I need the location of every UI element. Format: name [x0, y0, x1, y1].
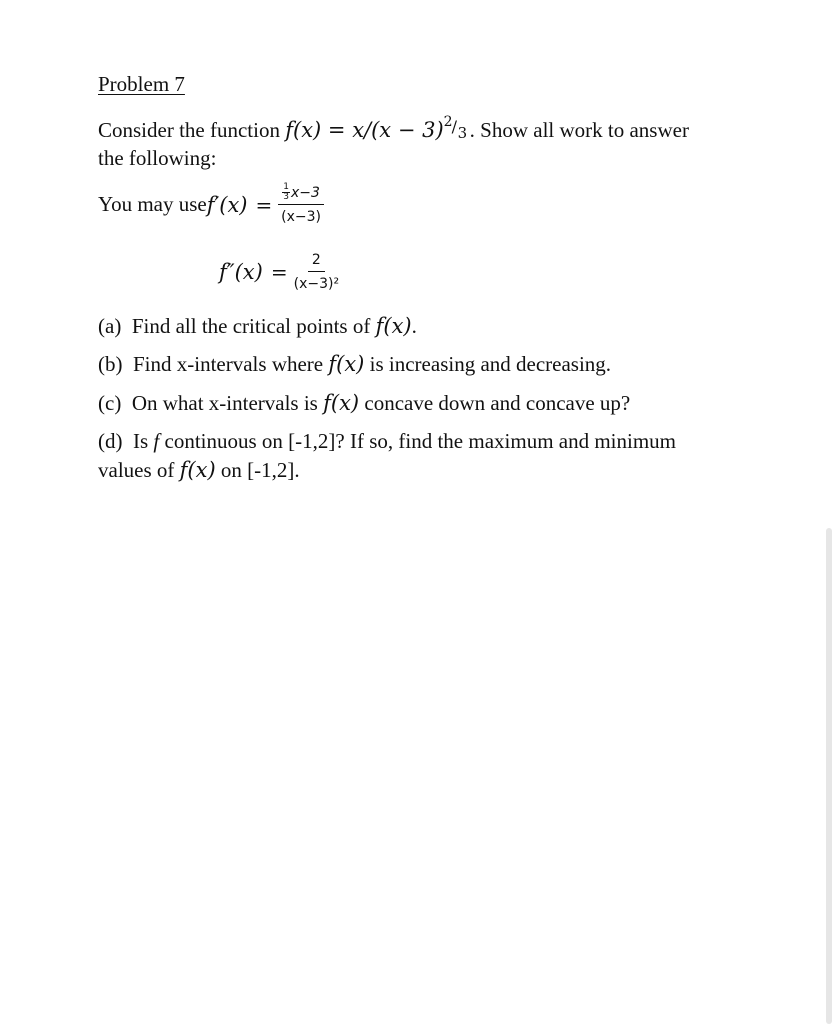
part-c-end: concave down and concave up?	[359, 391, 631, 415]
part-c-text: On what x-intervals is	[131, 391, 324, 415]
first-derivative-equals: =	[255, 192, 273, 217]
part-d-line-1	[98, 427, 676, 455]
second-derivative-numerator: 2	[308, 251, 325, 272]
second-derivative-equals: =	[270, 260, 288, 284]
first-derivative-row	[98, 183, 324, 226]
part-a-end: .	[411, 314, 417, 338]
part-d-text-1: Is	[133, 429, 154, 453]
one-third-top: 1	[283, 182, 289, 192]
part-d-f: f	[153, 429, 160, 453]
part-a	[98, 312, 417, 340]
intro-expression: x/(x − 3)	[352, 118, 444, 142]
part-b	[98, 350, 611, 378]
second-derivative-denominator: (x−3)²	[293, 276, 340, 292]
exponent-numerator: 2	[443, 114, 453, 130]
part-d-text-2: continuous on [-1,2]? If so, find the maximum and minimum	[159, 429, 677, 453]
problem-title: Problem 7	[98, 72, 185, 96]
intro-lead: Consider the function	[98, 118, 286, 142]
part-d-line-2-tail: on [-1,2].	[215, 458, 300, 482]
part-c-math: f(x)	[323, 391, 360, 415]
second-derivative-label: f″(x)	[219, 260, 263, 284]
part-d-line-2-lead: values of	[98, 458, 180, 482]
first-derivative-numerator-rest: x−3	[291, 185, 320, 201]
second-derivative-row	[219, 251, 339, 293]
intro-function-name: f	[285, 118, 293, 142]
part-b-text: Find x-intervals where	[133, 352, 329, 376]
derivative-lead: You may use	[98, 192, 207, 216]
intro-exponent	[443, 114, 470, 142]
part-d-line-2	[98, 456, 300, 484]
part-b-label: (b)	[98, 352, 123, 376]
part-d-label: (d)	[98, 429, 123, 453]
exponent-denominator: 3	[457, 124, 468, 142]
second-derivative-fraction	[294, 251, 339, 293]
part-d-math: f(x)	[179, 458, 216, 482]
part-a-math: f(x)	[375, 314, 412, 338]
one-third-bottom: 3	[283, 192, 289, 202]
exponent-slash: /	[451, 117, 458, 136]
intro-equals: =	[321, 118, 353, 142]
intro-function-arg: (x)	[293, 118, 322, 142]
intro-line-1	[98, 116, 689, 144]
part-c	[98, 389, 630, 417]
part-c-label: (c)	[98, 391, 122, 415]
part-b-math: f(x)	[328, 352, 365, 376]
first-derivative-denominator: (x−3)	[281, 209, 322, 225]
first-derivative-fraction	[278, 183, 324, 226]
part-a-label: (a)	[98, 314, 122, 338]
first-derivative-label: f′(x)	[206, 192, 248, 217]
intro-line-2: the following:	[98, 146, 217, 170]
intro-tail: . Show all work to answer	[469, 118, 689, 142]
part-b-end: is increasing and decreasing.	[364, 352, 612, 376]
part-a-text: Find all the critical points of	[131, 314, 376, 338]
vertical-scrollbar[interactable]	[826, 528, 832, 1024]
one-third-fraction	[282, 183, 290, 202]
first-derivative-numerator	[278, 183, 324, 205]
